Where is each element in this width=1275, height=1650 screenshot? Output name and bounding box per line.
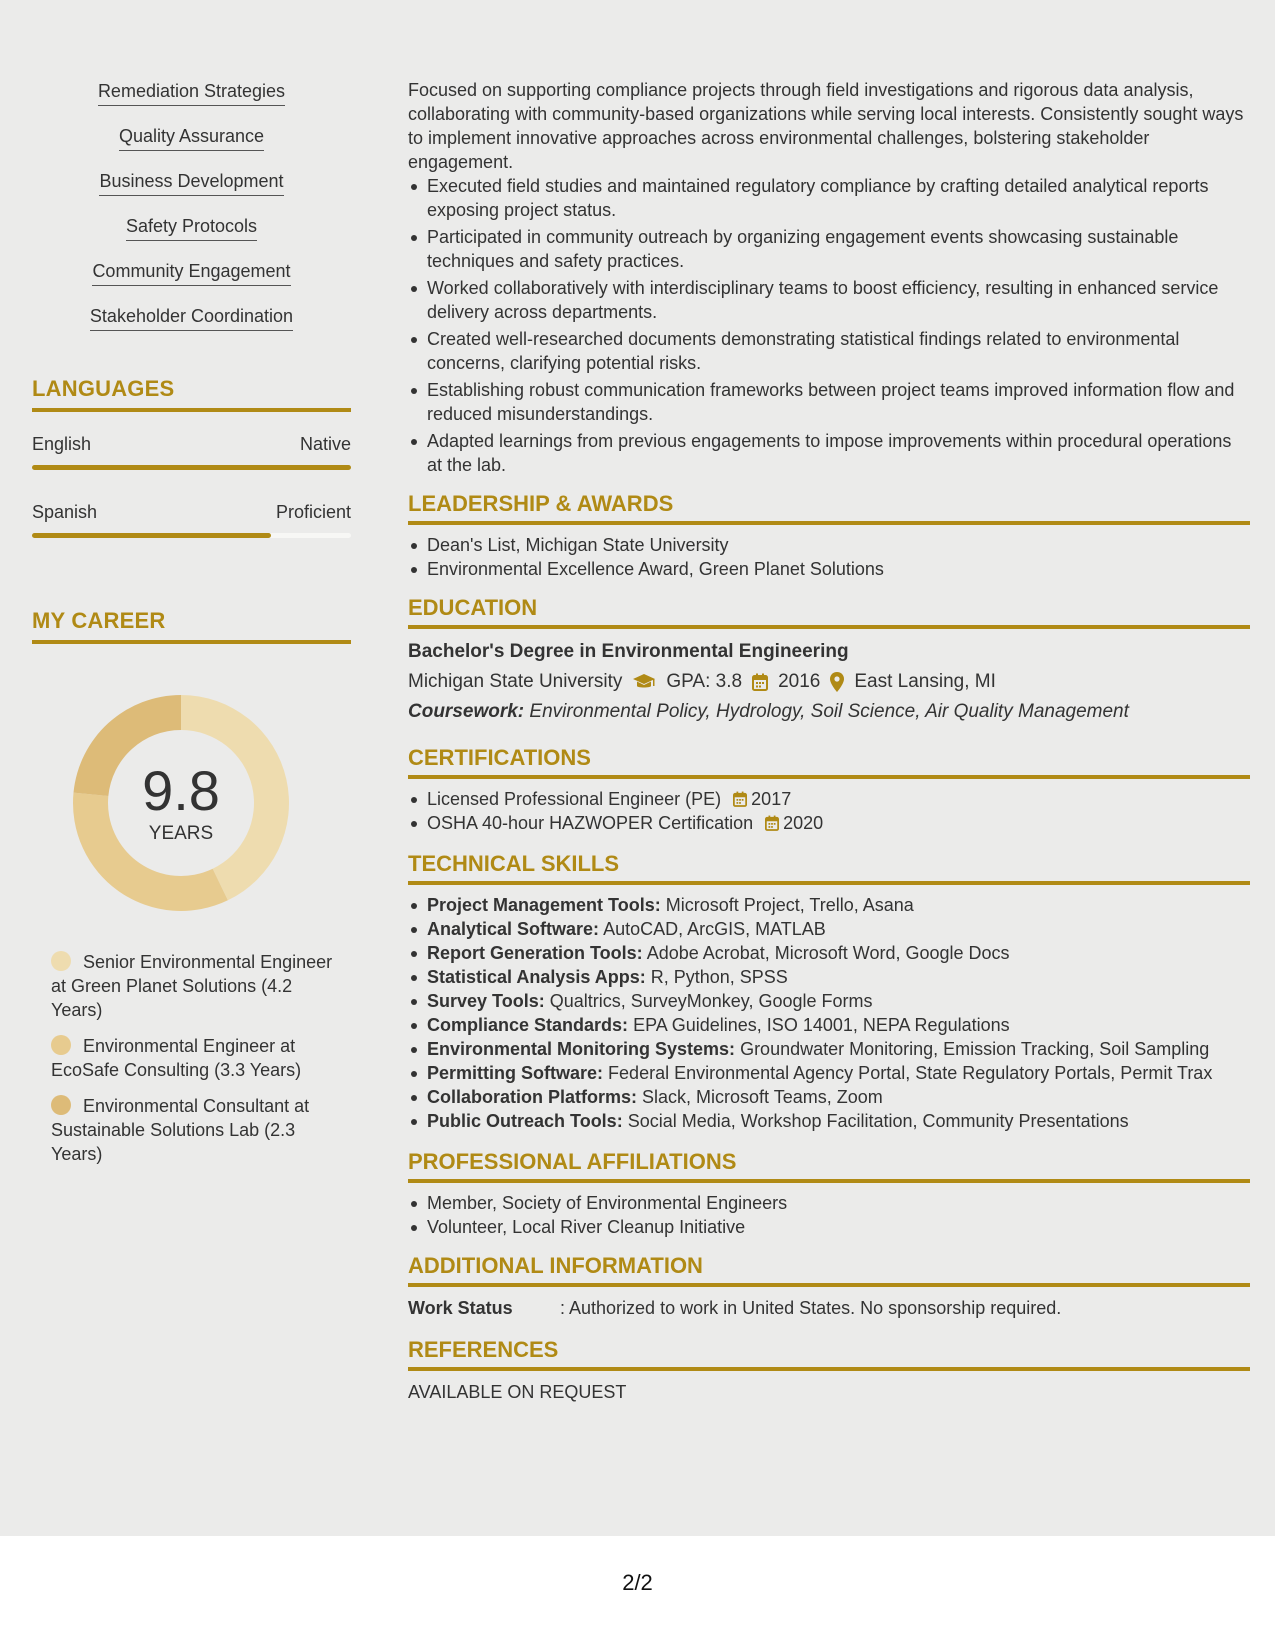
school-name: Michigan State University xyxy=(408,671,623,692)
list-item xyxy=(408,1037,1250,1061)
right-column xyxy=(408,78,1250,1405)
list-item xyxy=(408,1085,1250,1109)
additional-info-heading: ADDITIONAL INFORMATION xyxy=(408,1253,1250,1287)
list-item: Adapted learnings from previous engagements to impose improvements within procedural operations at the lab. xyxy=(408,429,1250,477)
skill-tag: Remediation Strategies xyxy=(98,80,285,106)
languages-heading: LANGUAGES xyxy=(32,376,351,412)
list-item xyxy=(408,811,1250,835)
page-number: 2/2 xyxy=(622,1570,653,1595)
legend-label: Environmental Engineer at EcoSafe Consulting (3.3 Years) xyxy=(51,1036,302,1080)
school-location: East Lansing, MI xyxy=(854,671,996,692)
calendar-icon xyxy=(733,791,747,807)
gpa: GPA: 3.8 xyxy=(666,671,743,692)
career-donut xyxy=(66,688,296,918)
skill-label: Compliance Standards: xyxy=(427,1015,629,1035)
legend-label: Environmental Consultant at Sustainable Solutions Lab (2.3 Years) xyxy=(51,1096,310,1164)
certification xyxy=(427,811,1250,835)
legend-item xyxy=(51,950,341,1022)
coursework-label: Coursework: xyxy=(408,701,525,722)
language-row xyxy=(32,434,351,455)
list-item: Worked collaboratively with interdisciplinary teams to boost efficiency, resulting in enhanced service delivery across departments. xyxy=(408,276,1250,324)
legend-dot xyxy=(51,951,71,971)
languages-section xyxy=(32,376,351,538)
donut-center xyxy=(66,688,296,918)
list-item xyxy=(408,941,1250,965)
skill-tag: Stakeholder Coordination xyxy=(90,305,293,331)
technical-skills-list xyxy=(408,893,1250,1133)
skill-label: Statistical Analysis Apps: xyxy=(427,967,646,987)
language-bar xyxy=(32,533,351,538)
legend-label: Senior Environmental Engineer at Green Planet Solutions (4.2 Years) xyxy=(51,952,333,1020)
skill-value: EPA Guidelines, ISO 14001, NEPA Regulations xyxy=(633,1015,1010,1035)
career-total: 9.8 xyxy=(142,759,220,822)
calendar-icon xyxy=(765,815,779,831)
skill-label: Permitting Software: xyxy=(427,1063,604,1083)
technical-skills-heading: TECHNICAL SKILLS xyxy=(408,851,1250,885)
legend-item xyxy=(51,1094,341,1166)
work-status-label: Work Status xyxy=(408,1298,513,1318)
location-pin-icon xyxy=(830,672,844,692)
language-level: Native xyxy=(299,434,351,454)
list-item xyxy=(408,1109,1250,1133)
certifications-heading: CERTIFICATIONS xyxy=(408,745,1250,779)
work-status-value: : Authorized to work in United States. No sponsorship required. xyxy=(560,1298,1062,1318)
skill-tag: Quality Assurance xyxy=(119,125,264,151)
list-item xyxy=(408,1013,1250,1037)
list-item xyxy=(408,893,1250,917)
certification xyxy=(427,787,1250,811)
career-unit: YEARS xyxy=(148,823,214,844)
list-item xyxy=(32,170,351,215)
list-item xyxy=(32,125,351,170)
list-item: Created well-researched documents demonstrating statistical findings related to environmental concerns, clarifying potential risks. xyxy=(408,327,1250,375)
list-item: Participated in community outreach by organizing engagement events showcasing sustainable techniques and safety practices. xyxy=(408,225,1250,273)
certification-year: 2017 xyxy=(751,789,792,809)
skill-value: R, Python, SPSS xyxy=(650,967,788,987)
list-item: Volunteer, Local River Cleanup Initiative xyxy=(408,1215,1250,1239)
list-item xyxy=(408,1061,1250,1085)
graduation-cap-icon xyxy=(632,673,656,691)
leadership-list xyxy=(408,533,1250,581)
skill-value: Adobe Acrobat, Microsoft Word, Google Docs xyxy=(646,943,1010,963)
affiliations-list xyxy=(408,1191,1250,1239)
skill-value: Groundwater Monitoring, Emission Tracking, Soil Sampling xyxy=(740,1039,1210,1059)
coursework xyxy=(408,697,1250,727)
skill-tag: Safety Protocols xyxy=(126,215,257,241)
skill-label: Public Outreach Tools: xyxy=(427,1111,623,1131)
skill-value: Microsoft Project, Trello, Asana xyxy=(665,895,914,915)
skill-label: Collaboration Platforms: xyxy=(427,1087,638,1107)
skill-tag: Community Engagement xyxy=(92,260,290,286)
list-item xyxy=(408,989,1250,1013)
list-item: Executed field studies and maintained regulatory compliance by crafting detailed analytical reports exposing project status. xyxy=(408,174,1250,222)
references-heading: REFERENCES xyxy=(408,1337,1250,1371)
career-section xyxy=(32,608,351,1166)
skill-value: Social Media, Workshop Facilitation, Community Presentations xyxy=(627,1111,1129,1131)
coursework-list: Environmental Policy, Hydrology, Soil Science, Air Quality Management xyxy=(529,701,1129,722)
left-column xyxy=(32,80,351,1178)
education-heading: EDUCATION xyxy=(408,595,1250,629)
list-item xyxy=(32,260,351,305)
skill-value: AutoCAD, ArcGIS, MATLAB xyxy=(603,919,826,939)
list-item xyxy=(32,305,351,350)
list-item xyxy=(408,917,1250,941)
certification-name: Licensed Professional Engineer (PE) xyxy=(427,789,722,809)
skill-tag: Business Development xyxy=(99,170,283,196)
language-bar-fill xyxy=(32,533,271,538)
experience-summary: Focused on supporting compliance projects through field investigations and rigorous data analysis, collaborating with community-based organizations while serving local interests. Consistently sought ways to implement innovative approaches across environmental challenges, bolstering stakeholder engagement. xyxy=(408,80,1244,172)
language-name: English xyxy=(32,434,92,454)
certifications-list xyxy=(408,787,1250,835)
legend-dot xyxy=(51,1095,71,1115)
language-name: Spanish xyxy=(32,502,98,522)
references-text: AVAILABLE ON REQUEST xyxy=(408,1382,627,1402)
career-legend xyxy=(32,950,351,1166)
list-item: Dean's List, Michigan State University xyxy=(408,533,1250,557)
certification-year: 2020 xyxy=(783,813,824,833)
calendar-icon xyxy=(752,673,768,691)
skill-label: Report Generation Tools: xyxy=(427,943,643,963)
career-heading: MY CAREER xyxy=(32,608,351,644)
list-item xyxy=(32,80,351,125)
skill-label: Analytical Software: xyxy=(427,919,600,939)
degree-title: Bachelor's Degree in Environmental Engineering xyxy=(408,641,849,662)
affiliations-heading: PROFESSIONAL AFFILIATIONS xyxy=(408,1149,1250,1183)
list-item xyxy=(32,215,351,260)
skill-value: Slack, Microsoft Teams, Zoom xyxy=(642,1087,883,1107)
skill-label: Project Management Tools: xyxy=(427,895,661,915)
list-item xyxy=(408,965,1250,989)
list-item: Member, Society of Environmental Engineers xyxy=(408,1191,1250,1215)
language-row xyxy=(32,502,351,523)
legend-item xyxy=(51,1034,341,1082)
skill-label: Survey Tools: xyxy=(427,991,545,1011)
language-bar-fill xyxy=(32,465,351,470)
list-item xyxy=(408,787,1250,811)
experience-bullets xyxy=(408,174,1250,477)
list-item: Establishing robust communication frameworks between project teams improved information flow and reduced misunderstandings. xyxy=(408,378,1250,426)
skills-list xyxy=(32,80,351,350)
skill-value: Federal Environmental Agency Portal, State Regulatory Portals, Permit Trax xyxy=(608,1063,1213,1083)
certification-name: OSHA 40-hour HAZWOPER Certification xyxy=(427,813,754,833)
leadership-heading: LEADERSHIP & AWARDS xyxy=(408,491,1250,525)
graduation-year: 2016 xyxy=(778,671,821,692)
education-details xyxy=(408,667,1250,697)
skill-label: Environmental Monitoring Systems: xyxy=(427,1039,736,1059)
work-status-row xyxy=(408,1295,1250,1321)
skill-value: Qualtrics, SurveyMonkey, Google Forms xyxy=(549,991,873,1011)
language-level: Proficient xyxy=(275,502,351,522)
list-item: Environmental Excellence Award, Green Planet Solutions xyxy=(408,557,1250,581)
language-bar xyxy=(32,465,351,470)
legend-dot xyxy=(51,1035,71,1055)
